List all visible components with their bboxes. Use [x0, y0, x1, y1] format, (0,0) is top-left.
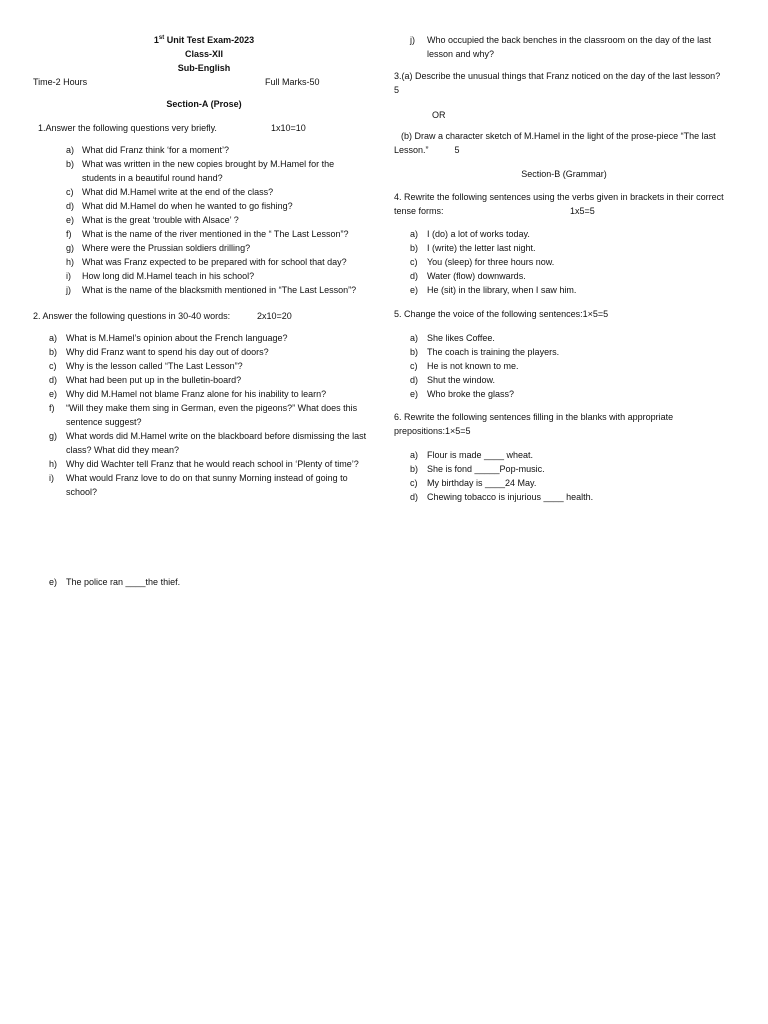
- q6-instruction: 6. Rewrite the following sentences filling in the blanks with appropriate prepositions:1×5=5: [394, 412, 674, 436]
- item-text: The coach is training the players.: [427, 347, 560, 357]
- item-text: What is M.Hamel’s opinion about the French language?: [66, 333, 288, 343]
- item-mark: f): [66, 229, 72, 239]
- q4-list: [410, 227, 730, 297]
- list-item: [49, 359, 369, 373]
- list-item: [410, 269, 730, 283]
- item-mark: c): [410, 257, 418, 267]
- list-item: [410, 241, 730, 255]
- item-text: What words did M.Hamel write on the blackboard before dismissing the last class? What did they mean?: [66, 431, 367, 455]
- q4-instruction: 4. Rewrite the following sentences using the verbs given in brackets in their correct tense forms:: [394, 192, 724, 216]
- item-text: She is fond _____Pop-music.: [427, 464, 545, 474]
- item-mark: b): [410, 464, 419, 474]
- section-a-title: Section-A (Prose): [166, 99, 242, 109]
- list-item: [410, 462, 730, 476]
- item-text: My birthday is ____24 May.: [427, 478, 537, 488]
- item-text: “Will they make them sing in German, even the pigeons?” What does this sentence suggest?: [66, 403, 358, 427]
- item-text: What is the name of the river mentioned in the “ The Last Lesson”?: [82, 229, 349, 239]
- item-text: I (do) a lot of works today.: [427, 229, 530, 239]
- item-text: What had been put up in the bulletin-board?: [66, 375, 242, 385]
- item-text: What did M.Hamel write at the end of the class?: [82, 187, 274, 197]
- item-text: Why is the lesson called “The Last Lesson”?: [66, 361, 243, 371]
- list-item: [66, 213, 366, 227]
- section-b-title: Section-B (Grammar): [521, 169, 607, 179]
- question-list: [410, 448, 730, 504]
- item-mark: h): [49, 459, 58, 469]
- list-item: [49, 373, 369, 387]
- item-mark: a): [49, 333, 58, 343]
- list-item: [410, 448, 730, 462]
- list-item: [66, 185, 366, 199]
- list-item: [410, 476, 730, 490]
- item-mark: b): [49, 347, 58, 357]
- item-text: What did M.Hamel do when he wanted to go fishing?: [82, 201, 293, 211]
- item-mark: h): [66, 257, 75, 267]
- list-item: [49, 457, 369, 471]
- item-text: What did Franz think ‘for a moment’?: [82, 145, 230, 155]
- item-text: I (write) the letter last night.: [427, 243, 536, 253]
- item-mark: j): [66, 285, 71, 295]
- item-mark: d): [410, 492, 419, 502]
- list-item: [49, 387, 369, 401]
- item-text: How long did M.Hamel teach in his school?: [82, 271, 255, 281]
- list-item: [410, 490, 730, 504]
- item-mark: a): [410, 229, 419, 239]
- list-item: [49, 471, 369, 499]
- item-mark: a): [410, 333, 419, 343]
- q4-marks: 1x5=5: [570, 206, 595, 216]
- item-text: Why did Franz want to spend his day out of doors?: [66, 347, 269, 357]
- item-mark: c): [49, 361, 57, 371]
- list-item: [66, 199, 366, 213]
- q3a-text: 3.(a) Describe the unusual things that Franz noticed on the day of the last lesson?: [394, 71, 721, 81]
- q1-instruction: 1.Answer the following questions very briefly.: [38, 123, 217, 133]
- q3b-text: (b) Draw a character sketch of M.Hamel in the light of the prose-piece “The last Lesson.” 5: [394, 131, 716, 155]
- item-text: Chewing tobacco is injurious ____ health.: [427, 492, 594, 502]
- list-item: [410, 283, 730, 297]
- item-text: Water (flow) downwards.: [427, 271, 526, 281]
- item-mark: c): [410, 478, 418, 488]
- list-item: [66, 283, 366, 297]
- item-mark: b): [66, 159, 75, 169]
- list-item: [66, 143, 366, 157]
- time-label: Time-2 Hours: [33, 77, 88, 87]
- list-item: [49, 345, 369, 359]
- item-mark: d): [410, 271, 419, 281]
- list-item: [410, 373, 730, 387]
- item-text: What is the name of the blacksmith mentioned in “The Last Lesson”?: [82, 285, 357, 295]
- item-text: Flour is made ____ wheat.: [427, 450, 534, 460]
- question-list: [66, 143, 366, 297]
- item-text: Why did M.Hamel not blame Franz alone for his inability to learn?: [66, 389, 327, 399]
- item-mark: d): [49, 375, 58, 385]
- q2-instruction: 2. Answer the following questions in 30-40 words:: [33, 311, 231, 321]
- list-item: [66, 269, 366, 283]
- item-mark: a): [66, 145, 75, 155]
- item-text: What would Franz love to do on that sunny Morning instead of going to school?: [66, 473, 348, 497]
- full-marks-label: Full Marks-50: [265, 77, 320, 87]
- item-text: The police ran ____the thief.: [66, 577, 181, 587]
- item-mark: a): [410, 450, 419, 460]
- q5-instruction: 5. Change the voice of the following sentences:1×5=5: [394, 309, 609, 319]
- item-mark: b): [410, 347, 419, 357]
- q2-list: [49, 331, 369, 499]
- q1-list: [66, 143, 366, 297]
- item-text: What was Franz expected to be prepared with for school that day?: [82, 257, 347, 267]
- item-text: He (sit) in the library, when I saw him.: [427, 285, 577, 295]
- item-text: You (sleep) for three hours now.: [427, 257, 555, 267]
- item-mark: e): [410, 285, 419, 295]
- list-item: [410, 387, 730, 401]
- item-mark: b): [410, 243, 419, 253]
- item-text: Why did Wachter tell Franz that he would reach school in ‘Plenty of time’?: [66, 459, 359, 469]
- item-mark: d): [410, 375, 419, 385]
- question-list: [49, 331, 369, 499]
- list-item: [410, 359, 730, 373]
- list-item: [49, 429, 369, 457]
- item-mark: c): [410, 361, 418, 371]
- item-mark: i): [66, 271, 71, 281]
- item-text: What is the great ‘trouble with Alsace’ ?: [82, 215, 239, 225]
- item-text: Where were the Prussian soldiers drilling?: [82, 243, 251, 253]
- list-item: [410, 255, 730, 269]
- list-item: [49, 401, 369, 429]
- q6-list: [410, 448, 730, 504]
- item-mark: j): [410, 35, 415, 45]
- item-text: What was written in the new copies brought by M.Hamel for the students in a beautiful round hand?: [82, 159, 335, 183]
- q3a-marks: 5: [394, 85, 400, 95]
- item-text: He is not known to me.: [427, 361, 519, 371]
- item-mark: g): [66, 243, 75, 253]
- item-text: Who occupied the back benches in the classroom on the day of the last lesson and why?: [427, 35, 712, 59]
- list-item: [410, 331, 730, 345]
- item-mark: f): [49, 403, 55, 413]
- item-mark: g): [49, 431, 58, 441]
- item-mark: e): [49, 389, 58, 399]
- item-mark: c): [66, 187, 74, 197]
- question-list: [410, 331, 730, 401]
- list-item: [66, 241, 366, 255]
- q3-or: OR: [432, 110, 446, 120]
- q5-list: [410, 331, 730, 401]
- list-item: [66, 227, 366, 241]
- list-item: [66, 157, 366, 185]
- q2-marks: 2x10=20: [257, 311, 292, 321]
- item-mark: e): [66, 215, 75, 225]
- item-mark: i): [49, 473, 54, 483]
- exam-title: 1st Unit Test Exam-2023: [153, 35, 255, 45]
- list-item: [49, 331, 369, 345]
- item-mark: e): [49, 577, 58, 587]
- q2-item-j: [410, 33, 730, 61]
- question-list: [410, 227, 730, 297]
- list-item: [410, 345, 730, 359]
- q3b-marks: 5: [454, 145, 460, 155]
- item-text: Shut the window.: [427, 375, 496, 385]
- item-mark: e): [410, 389, 419, 399]
- item-mark: d): [66, 201, 75, 211]
- item-text: She likes Coffee.: [427, 333, 495, 343]
- list-item: [66, 255, 366, 269]
- list-item: [410, 227, 730, 241]
- class-label: Class-XII: [184, 49, 224, 59]
- subject-label: Sub-English: [177, 63, 231, 73]
- q1-marks: 1x10=10: [271, 123, 306, 133]
- item-text: Who broke the glass?: [427, 389, 515, 399]
